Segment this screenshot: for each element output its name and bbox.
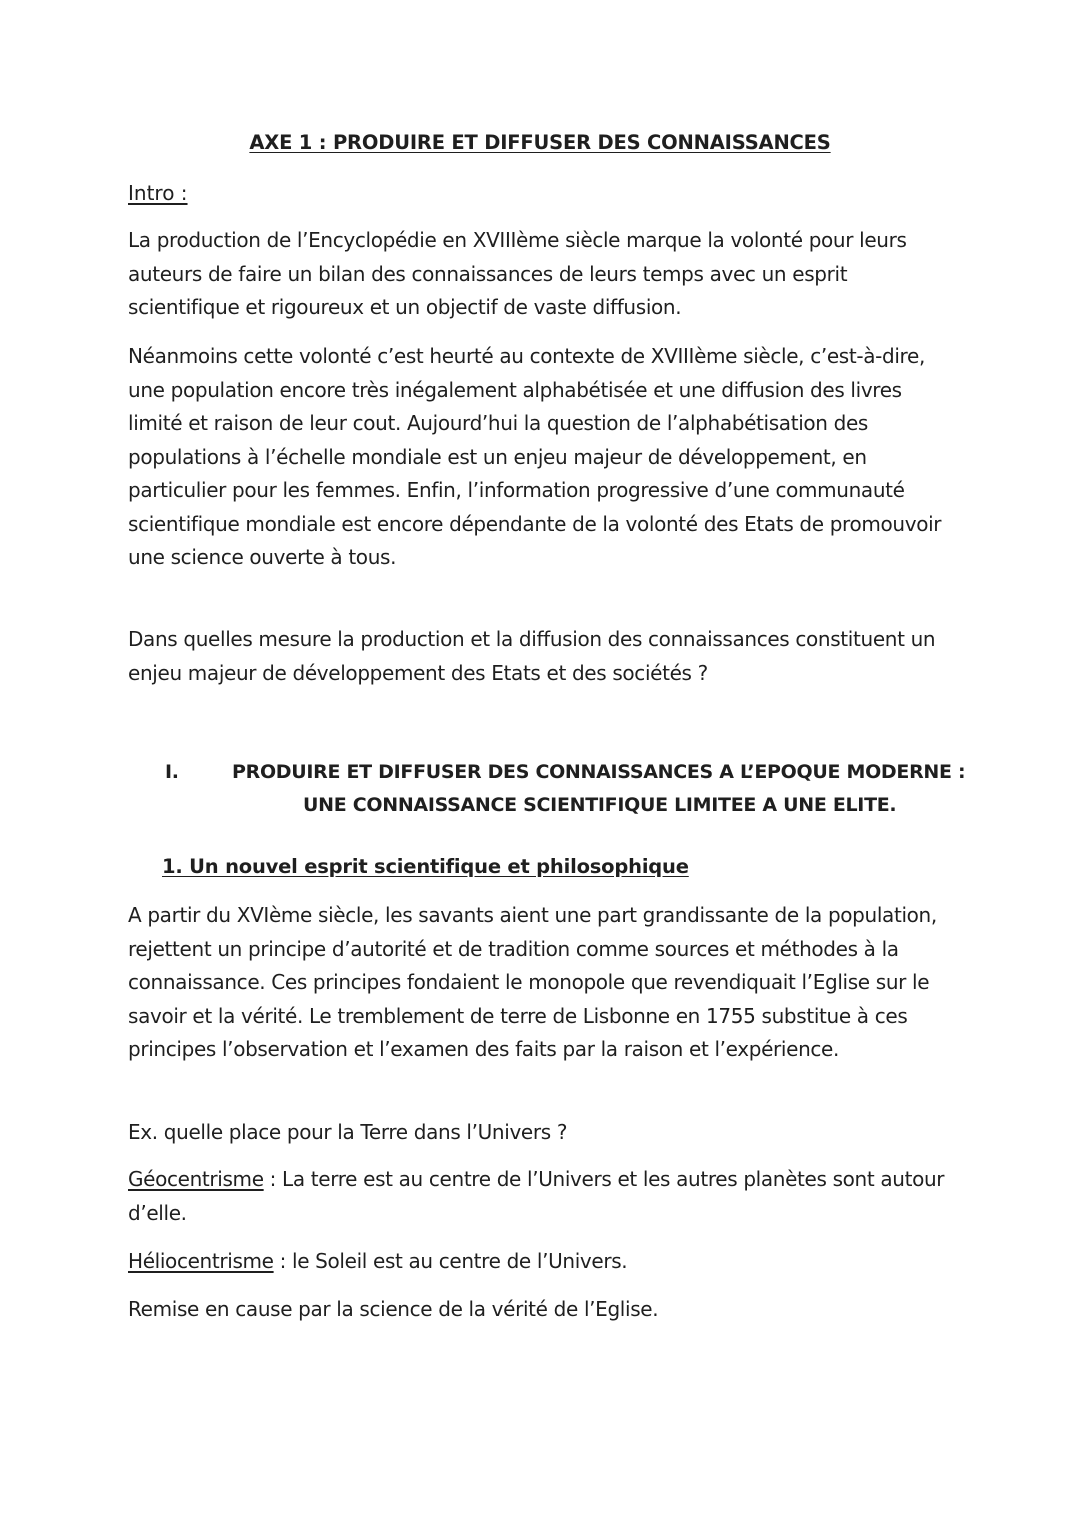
geocentrism-term: Géocentrisme	[128, 1167, 264, 1191]
subsection-1-paragraph: A partir du XVIème siècle, les savants aient une part grandissante de la population, rejettent un principe d’autorité et de tradition comme sources et méthodes à la connaissance. Ces principes fondaient le monopole que revendiquait l’Eglise sur le savoir et la vérité. Le tremblement de terre de Lisbonne en 1755 substitue à ces principes l’observation et l’examen des faits par la raison et l’expérience.	[128, 903, 937, 1061]
intro-paragraph-2: Néanmoins cette volonté c’est heurté au contexte de XVIIIème siècle, c’est-à-dire, une population encore très inégalement alphabétisée et une diffusion des livres limité et raison de leur cout. Aujourd’hui la question de l’alphabétisation des populations à l’échelle mondiale est un enjeu majeur de développement, en particulier pour les femmes. Enfin, l’information progressive d’une communauté scientifique mondiale est encore dépendante de la volonté des Etats de promouvoir une science ouverte à tous.	[128, 344, 942, 569]
intro-paragraph-1: La production de l’Encyclopédie en XVIIIème siècle marque la volonté pour leurs auteurs de faire un bilan des connaissances de leurs temps avec un esprit scientifique et rigoureux et un objectif de vaste diffusion.	[128, 228, 907, 319]
intro-label: Intro :	[128, 181, 188, 205]
heliocentrism-term: Héliocentrisme	[128, 1249, 274, 1273]
section-1-title-line-2: UNE CONNAISSANCE SCIENTIFIQUE LIMITEE A UNE ELITE.	[303, 794, 897, 816]
intro-question: Dans quelles mesure la production et la diffusion des connaissances constituent un enjeu majeur de développement des Etats et des sociétés ?	[128, 627, 936, 685]
subsection-1-title: 1. Un nouvel esprit scientifique et philosophique	[162, 855, 689, 878]
document-title: AXE 1 : PRODUIRE ET DIFFUSER DES CONNAISSANCES	[249, 131, 831, 154]
conclusion-line: Remise en cause par la science de la vérité de l’Eglise.	[128, 1297, 659, 1321]
heliocentrism-definition	[128, 1245, 948, 1279]
section-1-number: I.	[165, 761, 179, 783]
geocentrism-definition	[128, 1163, 948, 1230]
geocentrism-text: : La terre est au centre de l’Univers et les autres planètes sont autour d’elle.	[128, 1167, 945, 1225]
section-1-title-line-1: PRODUIRE ET DIFFUSER DES CONNAISSANCES A L’EPOQUE MODERNE :	[232, 761, 966, 783]
example-question: Ex. quelle place pour la Terre dans l’Univers ?	[128, 1120, 568, 1144]
heliocentrism-text: : le Soleil est au centre de l’Univers.	[273, 1249, 628, 1273]
